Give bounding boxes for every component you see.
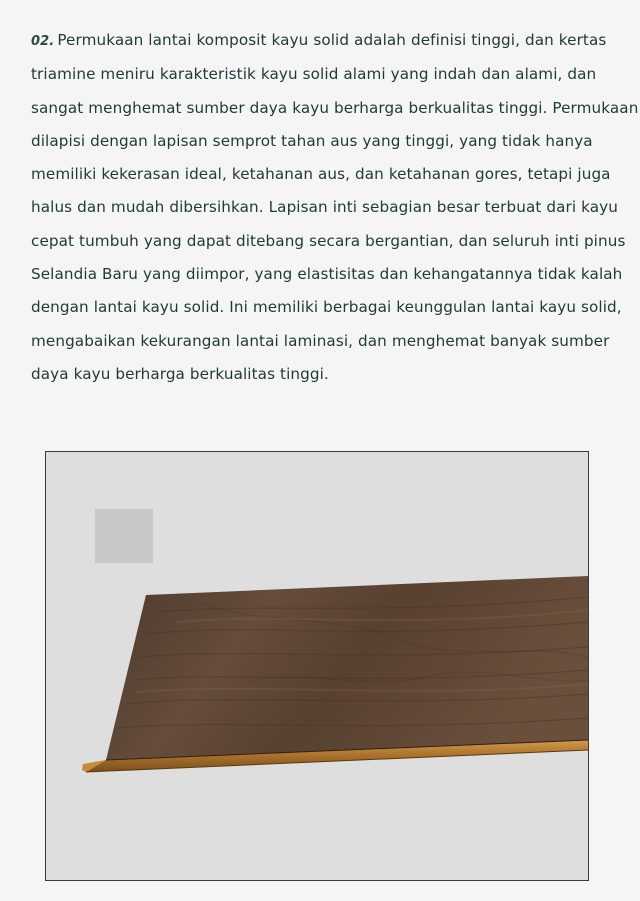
product-photo [45, 451, 589, 881]
paragraph-line: memiliki kekerasan ideal, ketahanan aus, dan ketahanan gores, tetapi juga [31, 165, 611, 184]
paragraph-line: cepat tumbuh yang dapat ditebang secara bergantian, dan seluruh inti pinus [31, 231, 626, 250]
paragraph-line: mengabaikan kekurangan lantai laminasi, dan menghemat banyak sumber [31, 331, 610, 350]
plank-surface [106, 576, 588, 760]
paragraph-line: sangat menghemat sumber daya kayu berharga berkualitas tinggi. Permukaan [31, 98, 639, 117]
paragraph-line: Selandia Baru yang diimpor, yang elastisitas dan kehangatannya tidak kalah [31, 265, 623, 284]
paragraph-line: dengan lantai kayu solid. Ini memiliki berbagai keunggulan lantai kayu solid, [31, 298, 622, 317]
paragraph-line [31, 24, 621, 58]
paragraph-line-text: Permukaan lantai komposit kayu solid adalah definisi tinggi, dan kertas [57, 31, 607, 49]
paragraph-line: halus dan mudah dibersihkan. Lapisan inti sebagian besar terbuat dari kayu [31, 198, 618, 217]
paragraph-lines [31, 24, 639, 391]
paragraph-number: 02. [31, 34, 55, 49]
paragraph-line: triamine meniru karakteristik kayu solid alami yang indah dan alami, dan [31, 65, 597, 84]
description-paragraph [31, 24, 639, 391]
paragraph-line: dilapisi dengan lapisan semprot tahan aus yang tinggi, yang tidak hanya [31, 131, 593, 150]
wood-plank-image [46, 452, 588, 880]
paragraph-line: daya kayu berharga berkualitas tinggi. [31, 364, 329, 383]
